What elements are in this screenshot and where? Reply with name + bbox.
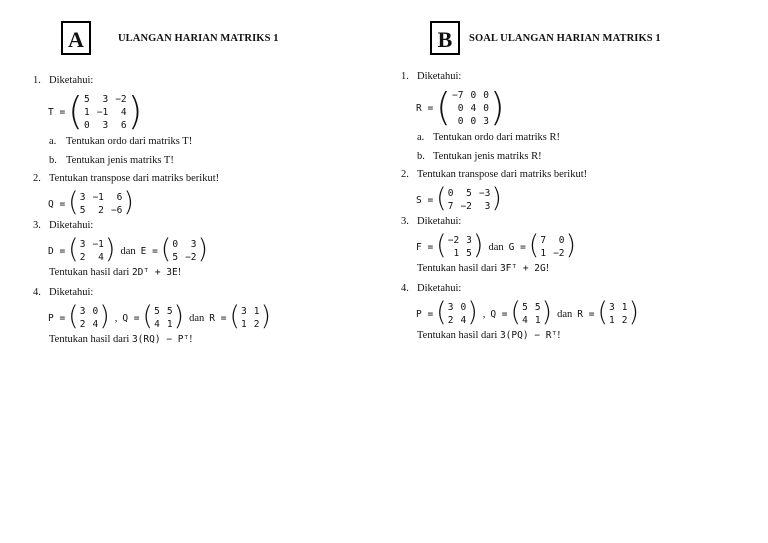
matrix-cells xyxy=(447,301,467,327)
matrix-cell: 5 xyxy=(466,248,472,259)
question-number: 2. xyxy=(401,169,409,180)
matrix-cell: 2 xyxy=(98,205,104,216)
matrix-cell: 5 xyxy=(154,306,160,317)
right-bracket: ) xyxy=(491,183,502,214)
matrix-label: S = xyxy=(416,194,434,206)
matrix-label: D = xyxy=(48,245,66,257)
matrix-cell: 4 xyxy=(92,319,99,330)
left-bracket: ( xyxy=(436,297,447,328)
matrix-label: T = xyxy=(48,107,66,118)
matrix-cells xyxy=(83,93,128,132)
question-number: 2. xyxy=(33,173,41,184)
task-prefix: Tentukan hasil dari xyxy=(49,334,130,345)
right-column xyxy=(384,0,764,543)
matrix-cell: 3 xyxy=(79,239,86,250)
matrix-cell: 6 xyxy=(116,192,123,203)
left-bracket: ( xyxy=(160,234,172,265)
matrix-cell: 1 xyxy=(84,107,90,118)
matrix-expression xyxy=(416,230,577,261)
matrix-cells xyxy=(608,301,628,327)
right-bracket: ) xyxy=(565,230,577,261)
left-bracket: ( xyxy=(436,85,451,129)
right-bracket: ) xyxy=(173,301,185,332)
matrix-cells xyxy=(79,191,124,217)
matrix-cell: 4 xyxy=(460,315,467,326)
matrix-cell: 0 xyxy=(483,90,489,101)
right-bracket: ) xyxy=(628,297,639,328)
matrix-label: R = xyxy=(577,308,595,320)
matrix-cell: 4 xyxy=(120,107,127,118)
matrix-cell: 0 xyxy=(457,103,464,114)
matrix-cell: 0 xyxy=(558,235,565,246)
matrix-cell: 0 xyxy=(84,120,90,131)
question-text: Diketahui: xyxy=(49,75,94,86)
matrix-cell: 0 xyxy=(92,306,99,317)
matrix-cell: 0 xyxy=(483,103,489,114)
task-line xyxy=(49,267,181,278)
matrix xyxy=(436,230,484,261)
matrix-cell: 6 xyxy=(120,120,127,131)
matrix-cell: 7 xyxy=(540,235,547,246)
matrix xyxy=(68,187,134,218)
matrix-cell: 2 xyxy=(79,319,86,330)
left-column xyxy=(0,0,380,543)
sub-question-text: Tentukan jenis matriks R! xyxy=(433,151,542,162)
conjunction: dan xyxy=(120,245,136,257)
sub-letter: a. xyxy=(417,132,425,143)
matrix-expression xyxy=(416,85,505,129)
matrix xyxy=(510,297,553,328)
left-bracket: ( xyxy=(68,187,79,218)
matrix-cell: 5 xyxy=(84,94,90,105)
matrix-cell: 4 xyxy=(522,315,528,326)
question-text: Diketahui: xyxy=(417,216,462,227)
left-bracket: ( xyxy=(68,89,83,133)
matrix-label: P = xyxy=(416,308,434,320)
conjunction: dan xyxy=(557,308,573,320)
question-text: Tentukan transpose dari matriks berikut! xyxy=(417,169,588,180)
matrix-cell: 3 xyxy=(466,235,472,246)
question-text: Tentukan transpose dari matriks berikut! xyxy=(49,173,220,184)
matrix xyxy=(436,297,478,328)
right-bracket: ) xyxy=(99,301,110,332)
question-number: 3. xyxy=(401,216,409,227)
sub-letter: a. xyxy=(49,136,57,147)
matrix-cell: −1 xyxy=(96,107,109,118)
question-number: 1. xyxy=(401,71,409,82)
left-bracket: ( xyxy=(436,183,447,214)
matrix-label: Q = xyxy=(490,308,508,320)
task-prefix: Tentukan hasil dari xyxy=(49,267,130,278)
task-suffix: ! xyxy=(177,267,182,278)
matrix-expression xyxy=(48,187,134,218)
matrix xyxy=(68,89,143,133)
matrix-label: Q = xyxy=(122,312,140,324)
right-bracket: ) xyxy=(123,187,134,218)
right-bracket: ) xyxy=(127,89,143,133)
matrix xyxy=(160,234,209,265)
sub-letter: b. xyxy=(417,151,425,162)
matrix-cell: 1 xyxy=(534,315,541,326)
version-badge: B xyxy=(430,21,460,55)
matrix-cell: 2 xyxy=(447,315,454,326)
matrix-cell: 0 xyxy=(457,116,464,127)
matrix xyxy=(68,234,116,265)
matrix-cell: 0 xyxy=(460,302,467,313)
matrix-cell: 3 xyxy=(102,120,109,131)
matrix xyxy=(436,85,505,129)
right-bracket: ) xyxy=(197,234,209,265)
right-bracket: ) xyxy=(260,301,271,332)
sub-question-text: Tentukan ordo dari matriks T! xyxy=(66,136,193,147)
matrix-expression xyxy=(48,89,143,133)
matrix xyxy=(597,297,639,328)
right-bracket: ) xyxy=(467,297,478,328)
matrix-cell: 1 xyxy=(621,302,628,313)
task-expression: 3(PQ) − Rᵀ xyxy=(499,330,558,341)
page-title: ULANGAN HARIAN MATRIKS 1 xyxy=(118,33,279,44)
matrix-cell: 3 xyxy=(484,201,491,212)
question-number: 4. xyxy=(33,287,41,298)
matrix-cell: 1 xyxy=(166,319,173,330)
right-bracket: ) xyxy=(472,230,484,261)
question-number: 1. xyxy=(33,75,41,86)
task-expression: 3(RQ) − Pᵀ xyxy=(131,334,190,345)
sub-question-text: Tentukan jenis matriks T! xyxy=(66,155,174,166)
matrix-cell: 3 xyxy=(190,239,197,250)
matrix-cell: 1 xyxy=(453,248,460,259)
matrix-expression xyxy=(416,183,502,214)
question-text: Diketahui: xyxy=(417,283,462,294)
question-text: Diketahui: xyxy=(49,220,94,231)
left-bracket: ( xyxy=(68,301,79,332)
matrix-label: P = xyxy=(48,312,66,324)
matrix-cell: −2 xyxy=(185,252,197,263)
matrix-cell: −2 xyxy=(447,235,460,246)
task-line xyxy=(49,334,193,345)
question-text: Diketahui: xyxy=(417,71,462,82)
matrix-cell: 5 xyxy=(522,302,528,313)
matrix-cell: 3 xyxy=(483,116,489,127)
task-suffix: ! xyxy=(189,334,193,345)
sub-question-text: Tentukan ordo dari matriks R! xyxy=(433,132,560,143)
matrix-cells xyxy=(79,305,99,331)
matrix-cell: 0 xyxy=(172,239,179,250)
matrix-expression xyxy=(48,301,271,332)
matrix-cell: 2 xyxy=(621,315,628,326)
matrix-cell: −1 xyxy=(92,239,104,250)
left-bracket: ( xyxy=(510,297,522,328)
matrix-cell: −2 xyxy=(460,201,472,212)
matrix-cell: −2 xyxy=(115,94,127,105)
matrix xyxy=(436,183,502,214)
matrix-expression xyxy=(416,297,639,328)
matrix-cells xyxy=(447,234,473,260)
matrix-label: R = xyxy=(416,103,434,114)
question-number: 4. xyxy=(401,283,409,294)
task-suffix: ! xyxy=(545,263,550,274)
task-line xyxy=(417,330,561,341)
matrix-cell: 7 xyxy=(447,201,454,212)
left-bracket: ( xyxy=(528,230,540,261)
question-text: Diketahui: xyxy=(49,287,94,298)
separator: , xyxy=(482,308,486,320)
matrix-cell: 5 xyxy=(166,306,173,317)
left-bracket: ( xyxy=(229,301,240,332)
matrix-cell: 1 xyxy=(253,306,260,317)
matrix-cell: 3 xyxy=(79,306,86,317)
matrix-label: Q = xyxy=(48,198,66,210)
sub-letter: b. xyxy=(49,155,57,166)
matrix xyxy=(528,230,577,261)
matrix-cells xyxy=(451,89,490,128)
matrix-label: F = xyxy=(416,241,434,253)
matrix-cell: 5 xyxy=(466,188,472,199)
matrix-cells xyxy=(171,238,197,264)
matrix-expression xyxy=(48,234,209,265)
matrix-cell: 4 xyxy=(470,103,477,114)
right-bracket: ) xyxy=(104,234,116,265)
task-expression: 3Fᵀ + 2G xyxy=(499,263,546,274)
task-prefix: Tentukan hasil dari xyxy=(417,263,498,274)
matrix-cell: −2 xyxy=(553,248,565,259)
left-bracket: ( xyxy=(68,234,79,265)
left-bracket: ( xyxy=(436,230,447,261)
matrix-cell: −7 xyxy=(452,90,464,101)
question-number: 3. xyxy=(33,220,41,231)
matrix-cells xyxy=(79,238,105,264)
matrix xyxy=(142,301,185,332)
matrix-cell: 3 xyxy=(102,94,109,105)
page-title: SOAL ULANGAN HARIAN MATRIKS 1 xyxy=(469,33,661,44)
matrix-cell: 0 xyxy=(447,188,454,199)
matrix-cell: 1 xyxy=(540,248,547,259)
matrix-cell: 2 xyxy=(253,319,260,330)
matrix-cell: 3 xyxy=(608,302,615,313)
matrix-cells xyxy=(521,301,541,327)
matrix-cells xyxy=(447,187,492,213)
matrix-cell: 0 xyxy=(470,116,477,127)
matrix-cell: −6 xyxy=(110,205,123,216)
task-line xyxy=(417,263,549,274)
task-expression: 2Dᵀ + 3E xyxy=(131,267,178,278)
matrix xyxy=(229,301,271,332)
matrix-cell: 4 xyxy=(154,319,160,330)
matrix-cell: −1 xyxy=(92,192,104,203)
matrix-cell: 1 xyxy=(608,315,615,326)
matrix-cells xyxy=(539,234,565,260)
right-bracket: ) xyxy=(541,297,553,328)
matrix-cell: 1 xyxy=(240,319,247,330)
task-suffix: ! xyxy=(557,330,561,341)
separator: , xyxy=(114,312,118,324)
matrix-cell: 3 xyxy=(447,302,454,313)
left-bracket: ( xyxy=(142,301,154,332)
matrix-label: E = xyxy=(140,245,158,257)
matrix-cells xyxy=(240,305,260,331)
matrix-label: G = xyxy=(508,241,526,253)
conjunction: dan xyxy=(189,312,205,324)
matrix xyxy=(68,301,110,332)
version-badge: A xyxy=(61,21,91,55)
matrix-cell: 3 xyxy=(240,306,247,317)
matrix-cell: −3 xyxy=(478,188,491,199)
matrix-cell: 4 xyxy=(98,252,104,263)
matrix-label: R = xyxy=(209,312,227,324)
matrix-cell: 5 xyxy=(79,205,86,216)
matrix-cell: 5 xyxy=(534,302,541,313)
conjunction: dan xyxy=(488,241,504,253)
right-bracket: ) xyxy=(489,85,505,129)
matrix-cell: 5 xyxy=(172,252,179,263)
left-bracket: ( xyxy=(597,297,608,328)
matrix-cell: 2 xyxy=(79,252,86,263)
matrix-cell: 3 xyxy=(79,192,86,203)
task-prefix: Tentukan hasil dari xyxy=(417,330,498,341)
matrix-cells xyxy=(153,305,173,331)
matrix-cell: 0 xyxy=(470,90,477,101)
